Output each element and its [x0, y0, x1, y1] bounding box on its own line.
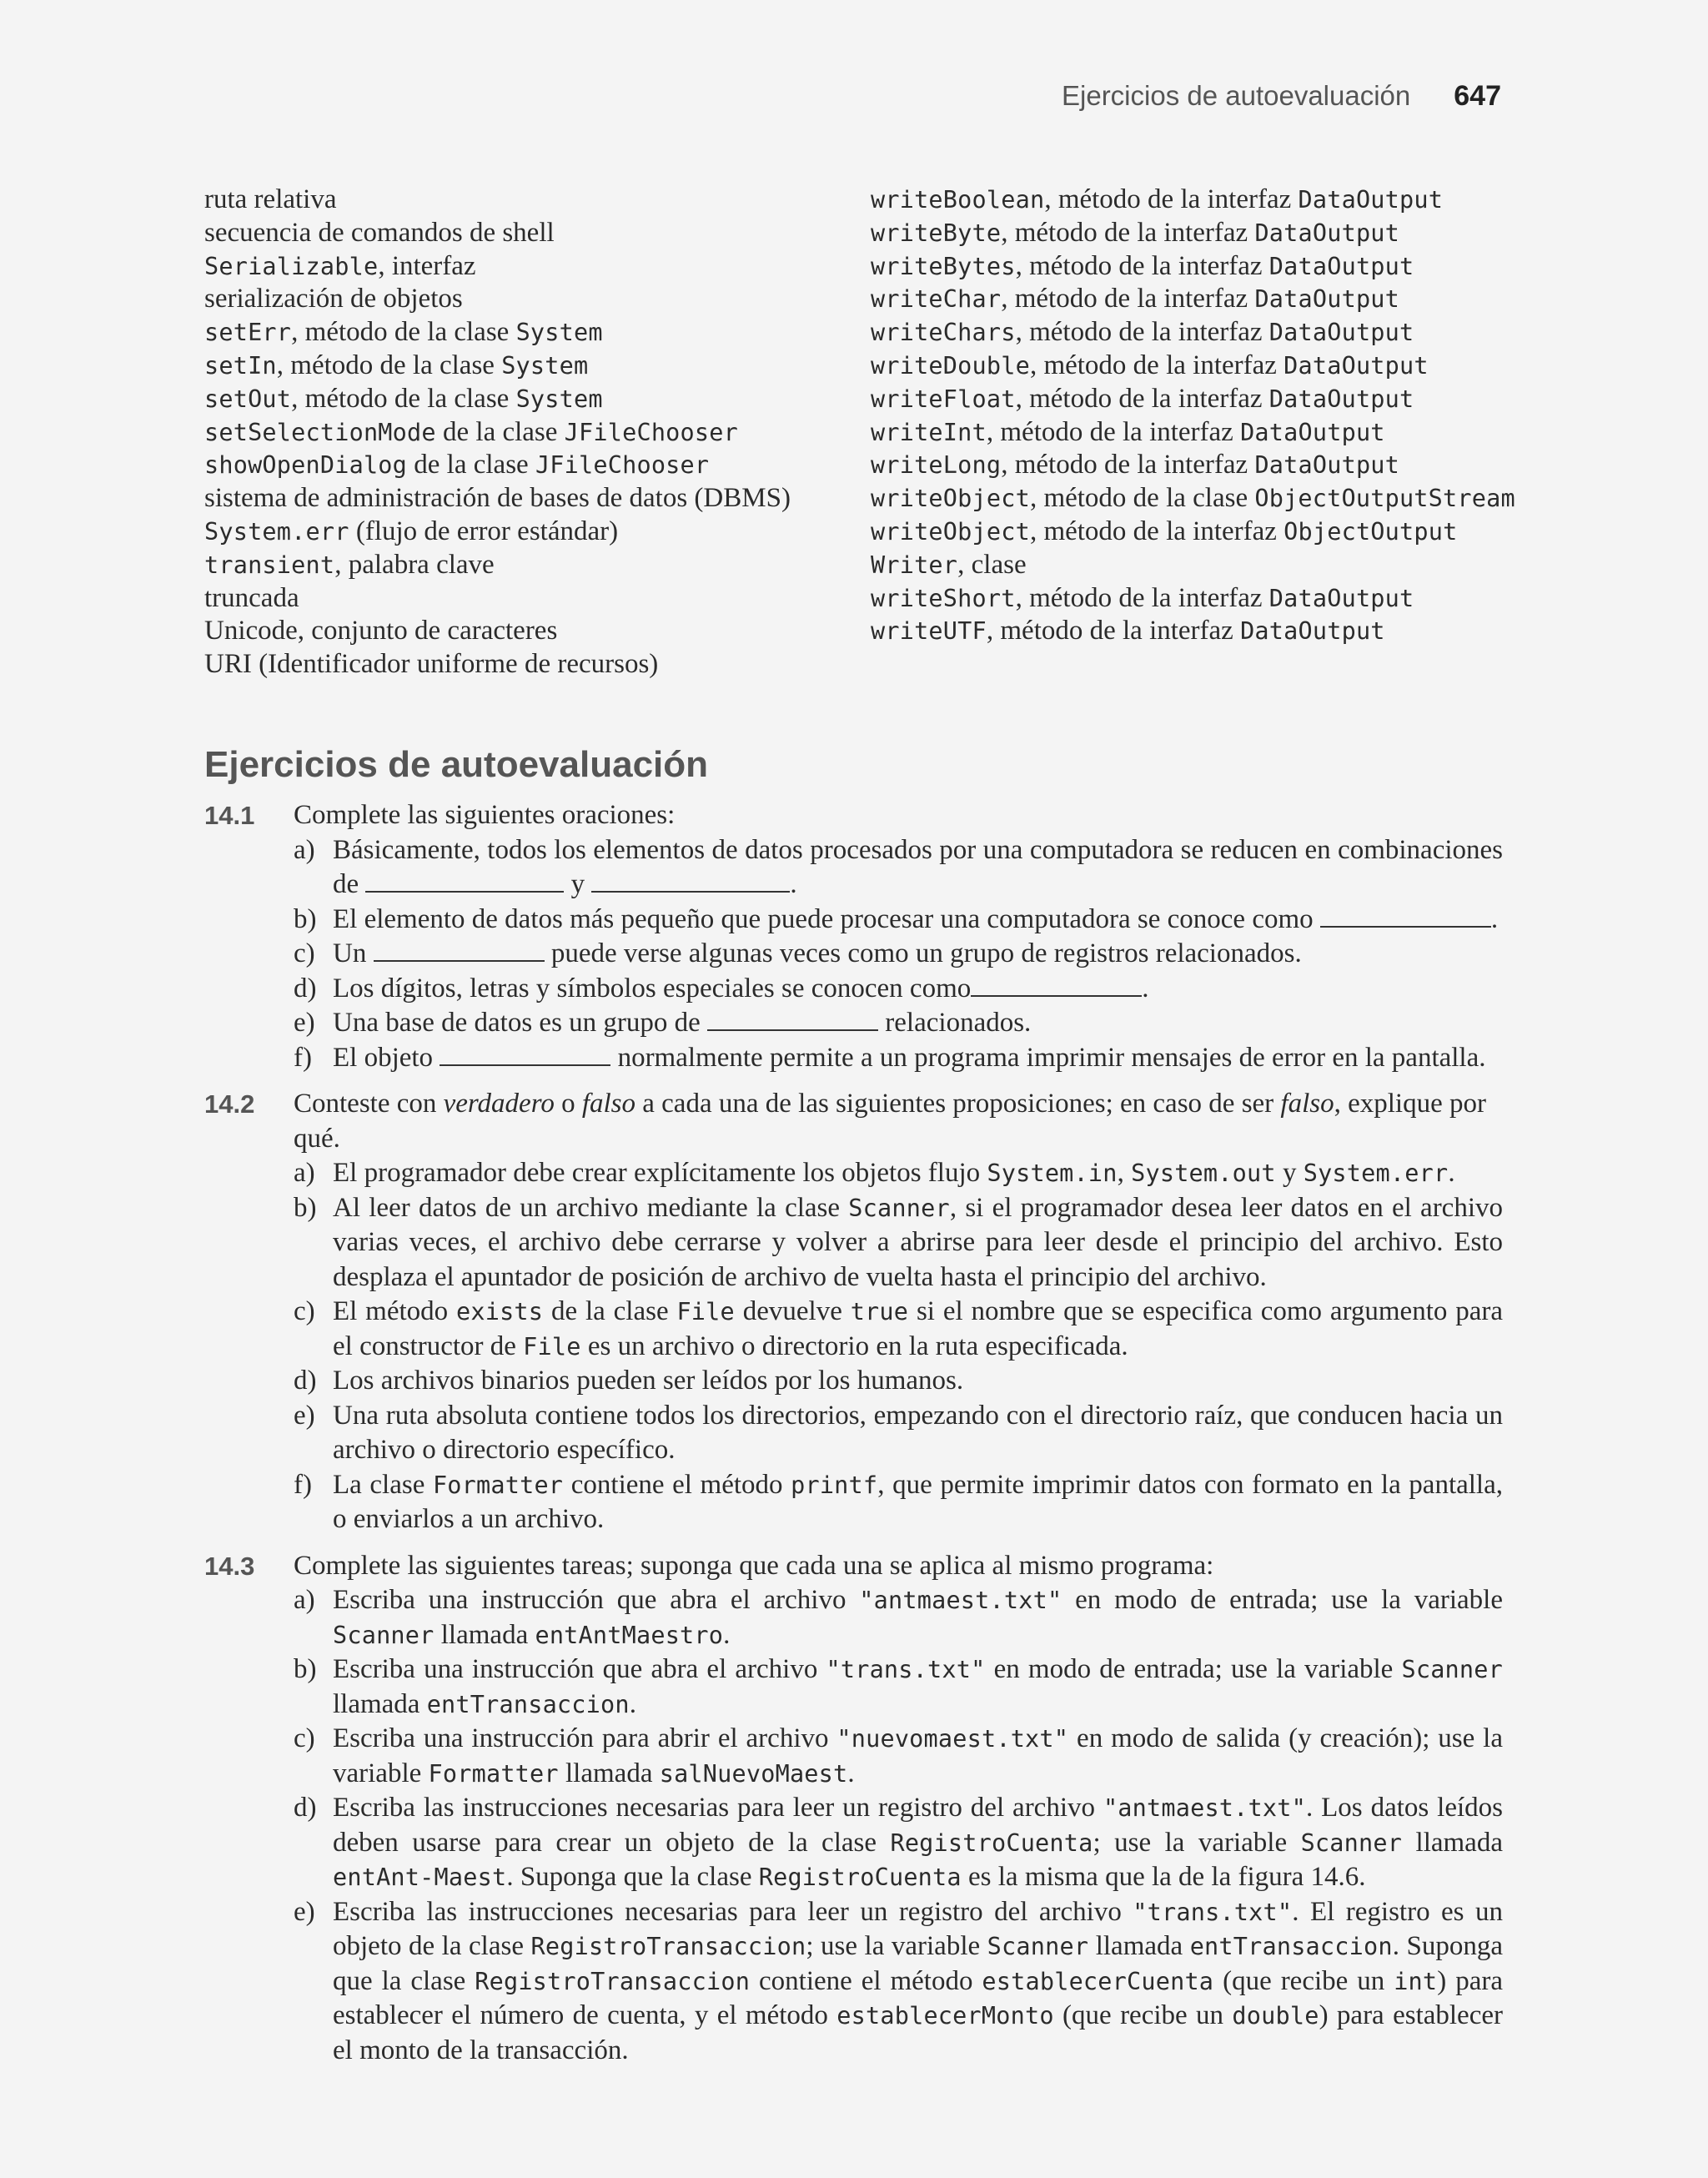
term-code: DataOutput [1240, 418, 1385, 446]
term-text: , método de la interfaz [986, 416, 1241, 447]
exercises [204, 798, 1503, 2080]
item-text: devuelve [734, 1296, 851, 1326]
exercise-prompt: Complete las siguientes oraciones: [294, 800, 676, 830]
terms-list-left [204, 184, 791, 682]
item-code: entTransaccion [1189, 1933, 1393, 1960]
term-text: , método de la clase [291, 383, 516, 414]
term-code: System [515, 319, 603, 347]
exercise-14-3 [204, 1549, 1503, 2069]
item-code: "antmaest.txt" [1103, 1794, 1306, 1822]
item-text: Escriba una instrucción para abrir el archivo [333, 1723, 837, 1753]
item-text: . [847, 1758, 855, 1788]
term-text: truncada [204, 582, 299, 613]
item-code: establecerCuenta [982, 1967, 1214, 1995]
term-text: , palabra clave [334, 549, 495, 580]
item-code: printf [791, 1471, 878, 1499]
item-text: , que permite imprimir datos con formato en la pantalla, o enviarlos a un archivo. [333, 1469, 1503, 1534]
term-text: , método de la clase [276, 350, 502, 380]
exercise-item [294, 972, 1503, 1007]
item-code: Formatter [428, 1759, 559, 1788]
item-text: Escriba una instrucción que abra el archivo [333, 1585, 860, 1615]
item-text: , [1117, 1158, 1132, 1188]
term-text: , método de la interfaz [1015, 383, 1269, 414]
term-text: de la clase [407, 450, 535, 480]
term-text: , método de la interfaz [986, 616, 1241, 646]
item-code: establecerMonto [836, 2002, 1054, 2030]
term-code: writeLong [871, 451, 1002, 480]
term-code: Serializable [204, 252, 379, 280]
index-term [204, 549, 791, 582]
term-text: ruta relativa [204, 184, 337, 214]
term-text: , interfaz [378, 250, 476, 281]
index-term [204, 383, 791, 416]
item-text: Al leer datos de un archivo mediante la clase [333, 1192, 849, 1223]
index-term [204, 283, 791, 316]
item-text: llamada [434, 1619, 535, 1650]
exercise-item [294, 1652, 1503, 1722]
term-code: DataOutput [1268, 319, 1414, 347]
item-letter: c) [294, 1723, 315, 1753]
prompt-text: o [554, 1089, 582, 1119]
term-code: setOut [204, 385, 292, 413]
term-code: System.err [204, 517, 349, 546]
item-text: . [790, 869, 797, 899]
index-term [871, 615, 1515, 648]
item-letter: c) [294, 1296, 315, 1326]
term-code: DataOutput [1254, 451, 1400, 480]
item-text: . Suponga que la clase [333, 1931, 1503, 1996]
running-head [917, 80, 1501, 113]
item-letter: e) [294, 1896, 315, 1927]
item-letter: e) [294, 1008, 315, 1038]
item-code: int [1394, 1967, 1438, 1995]
exercise-item [294, 1006, 1503, 1041]
exercise-14-2 [204, 1087, 1503, 1537]
exercise-item [294, 1468, 1503, 1537]
item-letter: f) [294, 1469, 312, 1500]
index-term [871, 350, 1515, 383]
item-text: Una ruta absoluta contiene todos los directorios, empezando con el directorio raíz, que conducen hacia un archivo o directorio específico. [333, 1400, 1503, 1465]
exercise-item [294, 1791, 1503, 1895]
item-text: en modo de salida (y creación); use la variable [333, 1723, 1503, 1788]
term-text: serialización de objetos [204, 284, 463, 314]
item-text: es la misma que la de la figura 14.6. [961, 1862, 1366, 1892]
term-code: writeDouble [871, 351, 1030, 380]
term-text: de la clase [435, 416, 565, 447]
item-code: File [523, 1332, 581, 1361]
exercise-item [294, 937, 1503, 972]
item-code: true [850, 1298, 909, 1325]
term-code: JFileChooser [564, 418, 738, 446]
section-heading: Ejercicios de autoevaluación [204, 744, 709, 785]
item-code: "antmaest.txt" [859, 1587, 1062, 1614]
prompt-text: a cada una de las siguientes proposiciones; en caso de ser [635, 1089, 1281, 1119]
term-text: , método de la interfaz [1029, 350, 1284, 380]
exercise-item [294, 1041, 1503, 1076]
item-text: ; use la variable [1093, 1827, 1301, 1858]
term-code: DataOutput [1254, 219, 1400, 247]
index-term [204, 316, 791, 350]
item-code: RegistroTransaccion [475, 1967, 751, 1995]
term-code: writeByte [871, 219, 1002, 247]
item-letter: a) [294, 1585, 315, 1615]
item-code: exists [456, 1298, 544, 1325]
term-code: setIn [204, 351, 277, 380]
item-code: System.out [1131, 1159, 1276, 1187]
item-text: Los archivos binarios pueden ser leídos por los humanos. [333, 1366, 964, 1396]
item-text: ; use la variable [806, 1931, 987, 1961]
item-letter: c) [294, 938, 315, 968]
item-text: . [1490, 903, 1499, 934]
term-code: showOpenDialog [204, 451, 408, 480]
item-text: Escriba las instrucciones necesarias para leer un registro del archivo [333, 1896, 1133, 1927]
term-code: ObjectOutput [1284, 517, 1458, 546]
answer-blank [971, 973, 1142, 997]
item-text: . [723, 1619, 731, 1650]
answer-blank [440, 1043, 610, 1066]
index-term [871, 250, 1515, 284]
item-text: contiene el método [750, 1965, 982, 1996]
item-code: salNuevoMaest [659, 1759, 848, 1788]
index-term [204, 449, 791, 482]
item-letter: a) [294, 1158, 315, 1188]
prompt-text: , explique por qué. [294, 1089, 1486, 1154]
index-term [871, 217, 1515, 250]
item-code: Scanner [1401, 1656, 1503, 1683]
item-text: contiene el método [563, 1469, 791, 1500]
item-letter: b) [294, 1192, 317, 1223]
term-text: , método de la interfaz [1001, 284, 1255, 314]
prompt-emphasis: falso [581, 1089, 636, 1119]
item-text: llamada [333, 1688, 427, 1719]
prompt-text: Conteste con [294, 1089, 444, 1119]
exercise-number: 14.2 [204, 1089, 255, 1119]
item-text: llamada [1402, 1827, 1503, 1858]
exercise-number: 14.3 [204, 1551, 255, 1581]
item-text: , si el programador desea leer datos en el archivo varias veces, el archivo debe cerrarse y volver a abrirse para leer desde el principio del archivo. Esto desplaza el apuntador de posición de archivo de vuelta hasta el principio del archivo. [333, 1192, 1503, 1292]
term-code: DataOutput [1268, 385, 1414, 413]
item-letter: d) [294, 973, 317, 1003]
item-code: RegistroCuenta [758, 1864, 962, 1891]
item-text: . El registro es un objeto de la clase [333, 1896, 1503, 1961]
index-term [871, 184, 1515, 217]
index-term [204, 615, 791, 648]
index-term [871, 549, 1515, 582]
item-text: relacionados. [878, 1008, 1032, 1038]
term-code: writeObject [871, 485, 1030, 513]
term-code: transient [204, 551, 335, 579]
item-text: si el nombre que se especifica como argumento para el constructor de [333, 1296, 1504, 1361]
term-code: JFileChooser [535, 451, 710, 480]
item-code: entAntMaestro [535, 1621, 724, 1649]
item-code: double [1232, 2002, 1319, 2030]
item-text: en modo de entrada; use la variable [985, 1654, 1402, 1684]
item-text: La clase [333, 1469, 433, 1500]
index-term [204, 582, 791, 616]
term-code: DataOutput [1298, 186, 1444, 214]
item-text: . [1448, 1158, 1455, 1188]
term-code: DataOutput [1268, 252, 1414, 280]
item-text: y [564, 869, 592, 899]
index-term [871, 516, 1515, 549]
index-term [871, 582, 1515, 616]
item-code: entAnt-Maest [333, 1864, 507, 1891]
term-text: , método de la interfaz [1001, 217, 1255, 248]
item-text: . Suponga que la clase [506, 1862, 759, 1892]
term-code: DataOutput [1268, 584, 1414, 612]
term-text: , método de la clase [291, 317, 516, 348]
terms-list-right [871, 184, 1515, 648]
item-text: puede verse algunas veces como un grupo de registros relacionados. [544, 938, 1302, 968]
item-text: Escriba una instrucción que abra el archivo [333, 1654, 826, 1684]
item-text: Un [333, 938, 374, 968]
item-code: entTransaccion [426, 1690, 630, 1718]
term-code: ObjectOutputStream [1254, 485, 1515, 513]
item-code: Scanner [848, 1194, 950, 1222]
term-text: , clase [957, 549, 1027, 580]
item-text: El programador debe crear explícitamente los objetos flujo [333, 1158, 987, 1188]
index-term [204, 217, 791, 250]
index-term [204, 350, 791, 383]
item-letter: b) [294, 1654, 317, 1684]
exercise-number: 14.1 [204, 801, 255, 830]
item-text: Básicamente, todos los elementos de datos procesados por una computadora se reducen en combinaciones de [333, 834, 1503, 899]
exercise-item [294, 1295, 1503, 1364]
term-code: writeBoolean [871, 186, 1045, 214]
term-code: writeShort [871, 584, 1016, 612]
exercise-item [294, 1156, 1503, 1191]
item-text: y [1275, 1158, 1304, 1188]
index-term [871, 449, 1515, 482]
term-text: , método de la interfaz [1015, 317, 1269, 348]
index-term [204, 250, 791, 284]
item-code: "nuevomaest.txt" [836, 1725, 1069, 1753]
item-text: Escriba las instrucciones necesarias para leer un registro del archivo [333, 1793, 1103, 1823]
answer-blank [591, 869, 790, 893]
answer-blank [707, 1008, 878, 1031]
exercise-prompt [294, 1087, 1503, 1156]
item-code: "trans.txt" [1133, 1898, 1293, 1926]
prompt-emphasis: verdadero [443, 1089, 555, 1119]
term-code: System [515, 385, 603, 413]
answer-blank [374, 938, 545, 962]
term-text: (flujo de error estándar) [349, 516, 619, 546]
index-term [204, 482, 791, 516]
term-text: URI (Identificador uniforme de recursos) [204, 649, 659, 680]
item-text: . Los datos leídos deben usarse para crear un objeto de la clase [333, 1793, 1503, 1858]
exercise-item [294, 903, 1503, 938]
index-term [871, 416, 1515, 450]
item-text: . [1142, 973, 1149, 1003]
index-term [871, 482, 1515, 516]
item-text: (que recibe un [1053, 2000, 1233, 2030]
item-text: El elemento de datos más pequeño que puede procesar una computadora se conoce como [333, 903, 1320, 934]
item-letter: d) [294, 1366, 317, 1396]
exercise-prompt: Complete las siguientes tareas; suponga que cada una se aplica al mismo programa: [294, 1550, 1214, 1581]
item-text: llamada [1088, 1931, 1190, 1961]
term-text: , método de la interfaz [1015, 250, 1269, 281]
item-code: RegistroTransaccion [530, 1933, 806, 1960]
term-text: , método de la clase [1029, 483, 1255, 514]
prompt-emphasis: falso [1280, 1089, 1334, 1119]
item-code: System.err [1303, 1159, 1449, 1187]
item-code: Scanner [987, 1933, 1089, 1960]
item-text: El método [333, 1296, 456, 1326]
running-title: Ejercicios de autoevaluación [1062, 80, 1411, 111]
item-text: normalmente permite a un programa imprimir mensajes de error en la pantalla. [610, 1042, 1486, 1073]
item-code: "trans.txt" [826, 1656, 986, 1683]
item-code: File [676, 1298, 735, 1325]
term-code: writeInt [871, 418, 987, 446]
exercise-item [294, 1895, 1503, 2069]
item-text: Los dígitos, letras y símbolos especiales se conocen como [333, 973, 972, 1003]
item-code: Scanner [333, 1621, 435, 1649]
item-text: es un archivo o directorio en la ruta especificada. [580, 1330, 1128, 1361]
index-term [204, 416, 791, 450]
index-term [204, 516, 791, 549]
answer-blank [365, 869, 564, 893]
item-text: de la clase [543, 1296, 677, 1326]
item-letter: f) [294, 1042, 312, 1073]
exercise-item [294, 833, 1503, 903]
term-code: writeUTF [871, 617, 987, 646]
exercise-item [294, 1191, 1503, 1295]
item-text: llamada [558, 1758, 660, 1788]
item-text: en modo de entrada; use la variable [1062, 1585, 1503, 1615]
item-letter: b) [294, 903, 317, 934]
term-code: DataOutput [1254, 285, 1400, 314]
term-text: sistema de administración de bases de datos (DBMS) [204, 483, 791, 514]
term-text: , método de la interfaz [1044, 184, 1299, 214]
item-text: ) para establecer el número de cuenta, y el método [333, 1965, 1503, 2030]
page-number: 647 [1454, 80, 1501, 112]
answer-blank [1320, 904, 1491, 928]
exercise-item [294, 1364, 1503, 1399]
term-code: Writer [871, 551, 958, 579]
term-code: writeBytes [871, 252, 1016, 280]
item-letter: d) [294, 1793, 317, 1823]
item-code: System.in [987, 1159, 1118, 1187]
index-term [204, 184, 791, 217]
term-code: writeObject [871, 517, 1030, 546]
index-term [204, 648, 791, 682]
item-text: ) para establecer el monto de la transacción. [333, 2000, 1503, 2065]
index-term [871, 383, 1515, 416]
term-text: , método de la interfaz [1015, 582, 1269, 613]
item-letter: a) [294, 834, 315, 865]
term-text: Unicode, conjunto de caracteres [204, 616, 558, 646]
item-text: El objeto [333, 1042, 440, 1073]
exercise-item [294, 1399, 1503, 1468]
term-text: secuencia de comandos de shell [204, 217, 555, 248]
item-letter: e) [294, 1400, 315, 1431]
item-text: (que recibe un [1213, 1965, 1394, 1996]
term-code: writeFloat [871, 385, 1016, 413]
item-code: Scanner [1300, 1828, 1403, 1857]
item-code: Formatter [432, 1471, 564, 1499]
exercise-item [294, 1583, 1503, 1652]
term-code: DataOutput [1284, 351, 1429, 380]
item-text: . [629, 1688, 636, 1719]
exercise-14-1 [204, 798, 1503, 1075]
item-text: Una base de datos es un grupo de [333, 1008, 708, 1038]
index-term [871, 283, 1515, 316]
term-code: setSelectionMode [204, 418, 436, 446]
term-text: , método de la interfaz [1001, 450, 1255, 480]
index-term [871, 316, 1515, 350]
term-text: , método de la interfaz [1029, 516, 1284, 546]
term-code: setErr [204, 319, 292, 347]
term-code: System [501, 351, 589, 380]
term-code: writeChar [871, 285, 1002, 314]
exercise-item [294, 1722, 1503, 1791]
term-code: writeChars [871, 319, 1016, 347]
term-code: DataOutput [1240, 617, 1385, 646]
item-code: RegistroCuenta [890, 1828, 1093, 1857]
